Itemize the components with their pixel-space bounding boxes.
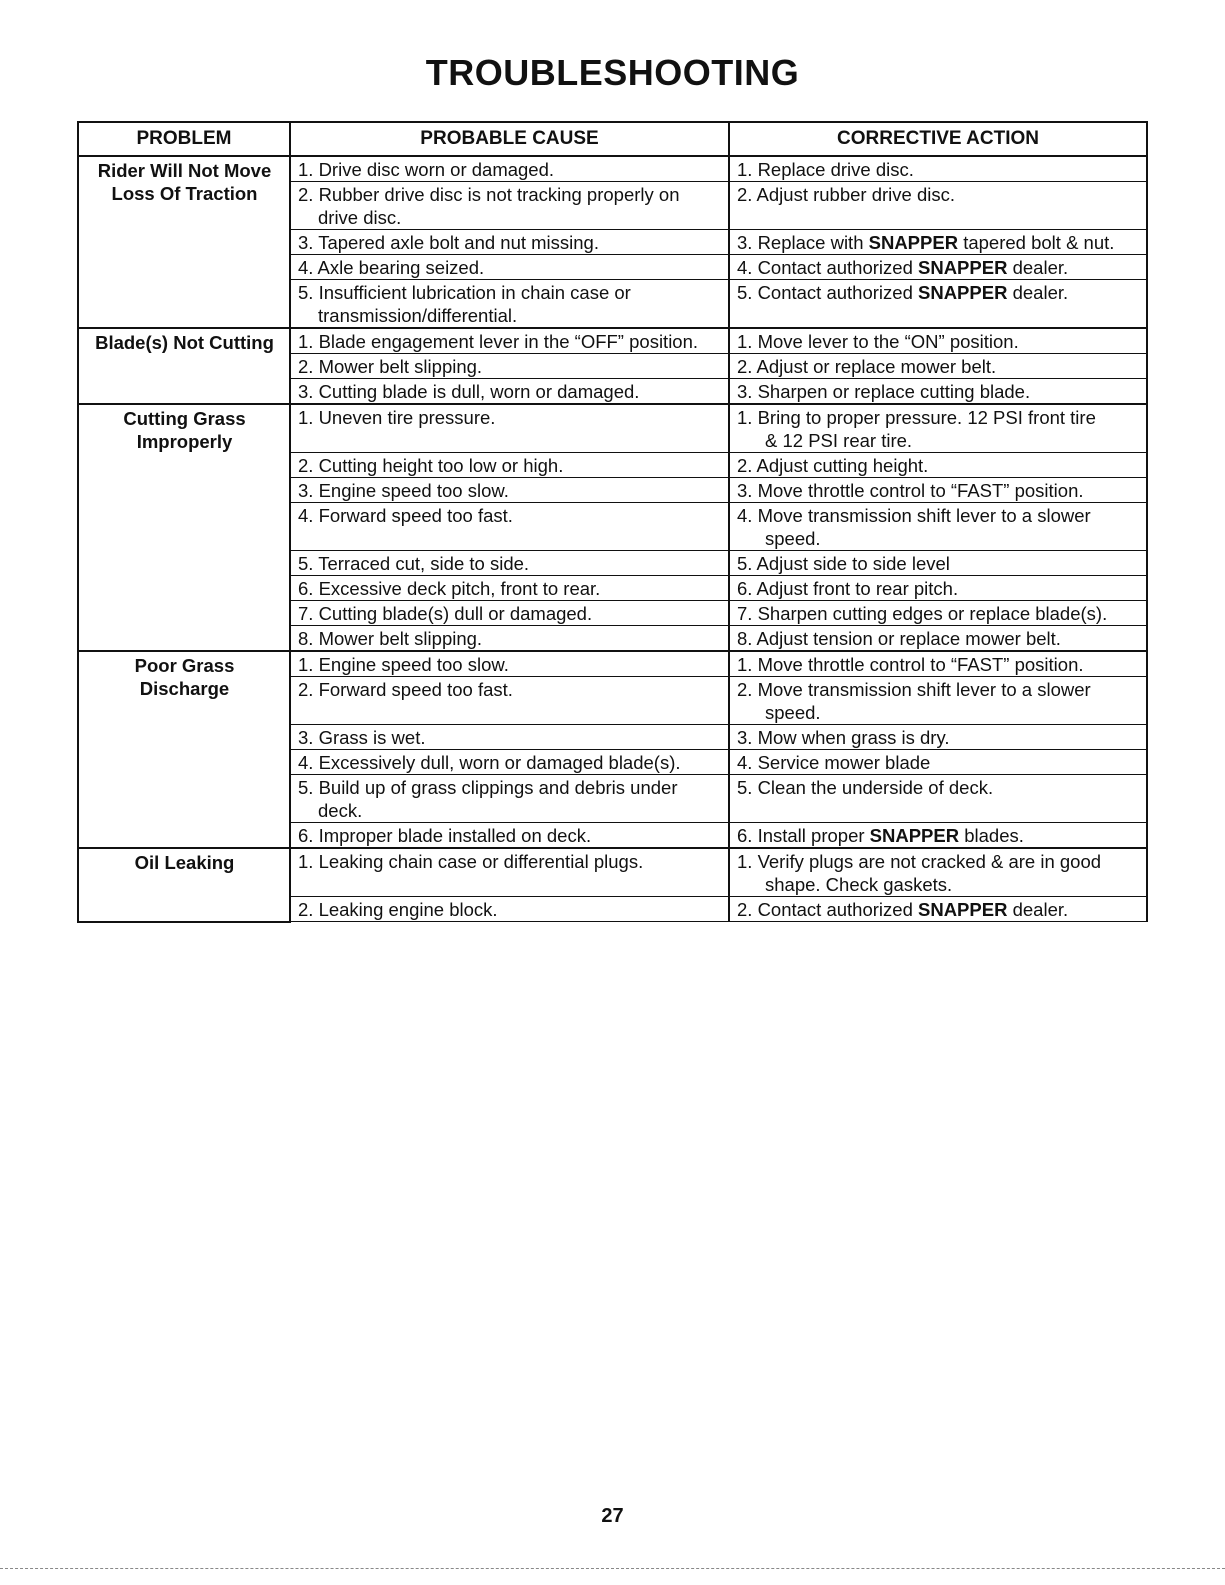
cause-text: 1. Leaking chain case or differential plugs. xyxy=(298,851,644,872)
action-cell xyxy=(729,775,1147,823)
cause-text: 3. Engine speed too slow. xyxy=(298,480,509,501)
cause-cell xyxy=(290,379,729,405)
action-cell xyxy=(729,503,1147,551)
problem-cell xyxy=(78,328,290,404)
action-text: speed. xyxy=(765,702,821,723)
table-row xyxy=(78,651,1147,677)
cause-text: 1. Engine speed too slow. xyxy=(298,654,509,675)
bottom-divider xyxy=(0,1568,1225,1569)
cause-text: 3. Cutting blade is dull, worn or damaged. xyxy=(298,381,640,402)
cause-text: 2. Mower belt slipping. xyxy=(298,356,483,377)
table-header-row xyxy=(78,122,1147,156)
cause-text: 2. Cutting height too low or high. xyxy=(298,455,564,476)
action-cell xyxy=(729,354,1147,379)
brand-name: SNAPPER xyxy=(918,899,1008,920)
cause-text: 4. Excessively dull, worn or damaged blade(s). xyxy=(298,752,681,773)
cause-cell xyxy=(290,156,729,182)
action-cell xyxy=(729,379,1147,405)
problem-label: Poor Grass xyxy=(134,655,235,676)
action-text-part: 5. Contact authorized xyxy=(737,282,918,303)
action-text: 3. Mow when grass is dry. xyxy=(737,727,950,748)
action-text: 2. Move transmission shift lever to a slower xyxy=(737,679,1091,700)
cause-cell xyxy=(290,230,729,255)
cause-text: 5. Terraced cut, side to side. xyxy=(298,553,530,574)
action-text: 1. Verify plugs are not cracked & are in good xyxy=(737,851,1102,872)
cause-text: 6. Improper blade installed on deck. xyxy=(298,825,592,846)
action-cell xyxy=(729,626,1147,652)
problem-label: Rider Will Not Move xyxy=(97,160,272,181)
problem-label: Improperly xyxy=(136,431,233,452)
action-cell xyxy=(729,551,1147,576)
cause-cell xyxy=(290,255,729,280)
problem-cell xyxy=(78,848,290,922)
action-cell xyxy=(729,328,1147,354)
action-cell xyxy=(729,230,1147,255)
cause-text: 4. Forward speed too fast. xyxy=(298,505,513,526)
action-cell xyxy=(729,182,1147,230)
action-text: & 12 PSI rear tire. xyxy=(765,430,913,451)
brand-name: SNAPPER xyxy=(869,825,960,846)
cause-text: 3. Grass is wet. xyxy=(298,727,426,748)
cause-text: 3. Tapered axle bolt and nut missing. xyxy=(298,232,599,253)
problem-label: Discharge xyxy=(139,678,230,699)
action-text: 8. Adjust tension or replace mower belt. xyxy=(737,628,1061,649)
page-number: 27 xyxy=(601,1505,624,1527)
cause-text: 1. Drive disc worn or damaged. xyxy=(298,159,555,180)
action-text: 2. Adjust or replace mower belt. xyxy=(737,356,997,377)
problem-cell xyxy=(78,651,290,848)
table-row xyxy=(78,156,1147,182)
action-cell xyxy=(729,725,1147,750)
action-cell xyxy=(729,848,1147,897)
table-row xyxy=(78,328,1147,354)
brand-name: SNAPPER xyxy=(918,282,1008,303)
cause-cell xyxy=(290,503,729,551)
action-text xyxy=(737,824,1140,847)
problem-cell xyxy=(78,404,290,651)
action-text-part: tapered bolt & nut. xyxy=(958,232,1115,253)
action-cell xyxy=(729,576,1147,601)
cause-cell xyxy=(290,651,729,677)
action-text: 3. Sharpen or replace cutting blade. xyxy=(737,381,1031,402)
cause-cell xyxy=(290,677,729,725)
cause-text: 2. Forward speed too fast. xyxy=(298,679,513,700)
troubleshooting-table xyxy=(77,121,1148,923)
problem-label: Cutting Grass xyxy=(123,408,246,429)
cause-cell xyxy=(290,775,729,823)
action-text-part: 4. Contact authorized xyxy=(737,257,918,278)
cause-text: 8. Mower belt slipping. xyxy=(298,628,483,649)
cause-cell xyxy=(290,478,729,503)
cause-cell xyxy=(290,328,729,354)
cause-text: 1. Blade engagement lever in the “OFF” position. xyxy=(298,331,699,352)
action-text-part: dealer. xyxy=(1007,257,1069,278)
action-text: 1. Move throttle control to “FAST” position. xyxy=(737,654,1084,675)
action-cell xyxy=(729,453,1147,478)
cause-text: 7. Cutting blade(s) dull or damaged. xyxy=(298,603,593,624)
action-text: 6. Adjust front to rear pitch. xyxy=(737,578,959,599)
cause-cell xyxy=(290,354,729,379)
action-cell xyxy=(729,255,1147,280)
action-cell xyxy=(729,750,1147,775)
action-text xyxy=(737,281,1140,304)
action-text xyxy=(737,231,1140,254)
cause-cell xyxy=(290,848,729,897)
cause-text: transmission/differential. xyxy=(318,305,518,326)
cause-cell xyxy=(290,404,729,453)
cause-cell xyxy=(290,750,729,775)
action-text: 1. Move lever to the “ON” position. xyxy=(737,331,1019,352)
cause-cell xyxy=(290,725,729,750)
cause-cell xyxy=(290,897,729,922)
brand-name: SNAPPER xyxy=(918,257,1008,278)
action-cell xyxy=(729,404,1147,453)
action-text: 7. Sharpen cutting edges or replace blade(s). xyxy=(737,603,1108,624)
header-problem: PROBLEM xyxy=(78,122,290,156)
action-text: 5. Clean the underside of deck. xyxy=(737,777,994,798)
cause-text: 4. Axle bearing seized. xyxy=(298,257,485,278)
cause-text: 5. Build up of grass clippings and debris under xyxy=(298,777,678,798)
table-row xyxy=(78,848,1147,897)
cause-text: 1. Uneven tire pressure. xyxy=(298,407,496,428)
action-text: 5. Adjust side to side level xyxy=(737,553,950,574)
action-text-part: dealer. xyxy=(1007,899,1069,920)
problem-label: Oil Leaking xyxy=(134,852,235,873)
action-cell xyxy=(729,156,1147,182)
page-title: TROUBLESHOOTING xyxy=(425,52,800,93)
action-text-part: 6. Install proper xyxy=(737,825,870,846)
brand-name: SNAPPER xyxy=(868,232,959,253)
cause-cell xyxy=(290,280,729,329)
cause-text: deck. xyxy=(318,800,363,821)
table-row xyxy=(78,404,1147,453)
action-cell xyxy=(729,280,1147,329)
action-cell xyxy=(729,651,1147,677)
action-text: speed. xyxy=(765,528,821,549)
cause-text: 2. Leaking engine block. xyxy=(298,899,498,920)
action-text: 1. Replace drive disc. xyxy=(737,159,914,180)
action-text: 2. Adjust cutting height. xyxy=(737,455,929,476)
action-cell xyxy=(729,601,1147,626)
cause-text: 5. Insufficient lubrication in chain case or xyxy=(298,282,631,303)
action-text-part: dealer. xyxy=(1007,282,1069,303)
action-text-part: blades. xyxy=(959,825,1024,846)
cause-cell xyxy=(290,601,729,626)
cause-text: 6. Excessive deck pitch, front to rear. xyxy=(298,578,601,599)
action-text: shape. Check gaskets. xyxy=(765,874,953,895)
action-text: 1. Bring to proper pressure. 12 PSI front tire xyxy=(737,407,1096,428)
problem-label: Loss Of Traction xyxy=(111,183,258,204)
problem-cell xyxy=(78,156,290,328)
cause-text: drive disc. xyxy=(318,207,402,228)
cause-cell xyxy=(290,453,729,478)
table-body xyxy=(78,156,1147,922)
action-text: 4. Service mower blade xyxy=(737,752,931,773)
header-corrective-action: CORRECTIVE ACTION xyxy=(729,122,1147,156)
action-cell xyxy=(729,677,1147,725)
action-cell xyxy=(729,897,1147,922)
cause-text: 2. Rubber drive disc is not tracking properly on xyxy=(298,184,680,205)
action-text xyxy=(737,256,1140,279)
action-text: 2. Adjust rubber drive disc. xyxy=(737,184,955,205)
problem-label: Blade(s) Not Cutting xyxy=(95,332,274,353)
action-cell xyxy=(729,478,1147,503)
cause-cell xyxy=(290,626,729,652)
action-text xyxy=(737,898,1140,921)
action-cell xyxy=(729,823,1147,849)
header-probable-cause: PROBABLE CAUSE xyxy=(290,122,729,156)
action-text: 3. Move throttle control to “FAST” position. xyxy=(737,480,1084,501)
action-text: 4. Move transmission shift lever to a slower xyxy=(737,505,1091,526)
cause-cell xyxy=(290,823,729,849)
cause-cell xyxy=(290,551,729,576)
action-text-part: 2. Contact authorized xyxy=(737,899,918,920)
action-text-part: 3. Replace with xyxy=(737,232,869,253)
cause-cell xyxy=(290,576,729,601)
cause-cell xyxy=(290,182,729,230)
